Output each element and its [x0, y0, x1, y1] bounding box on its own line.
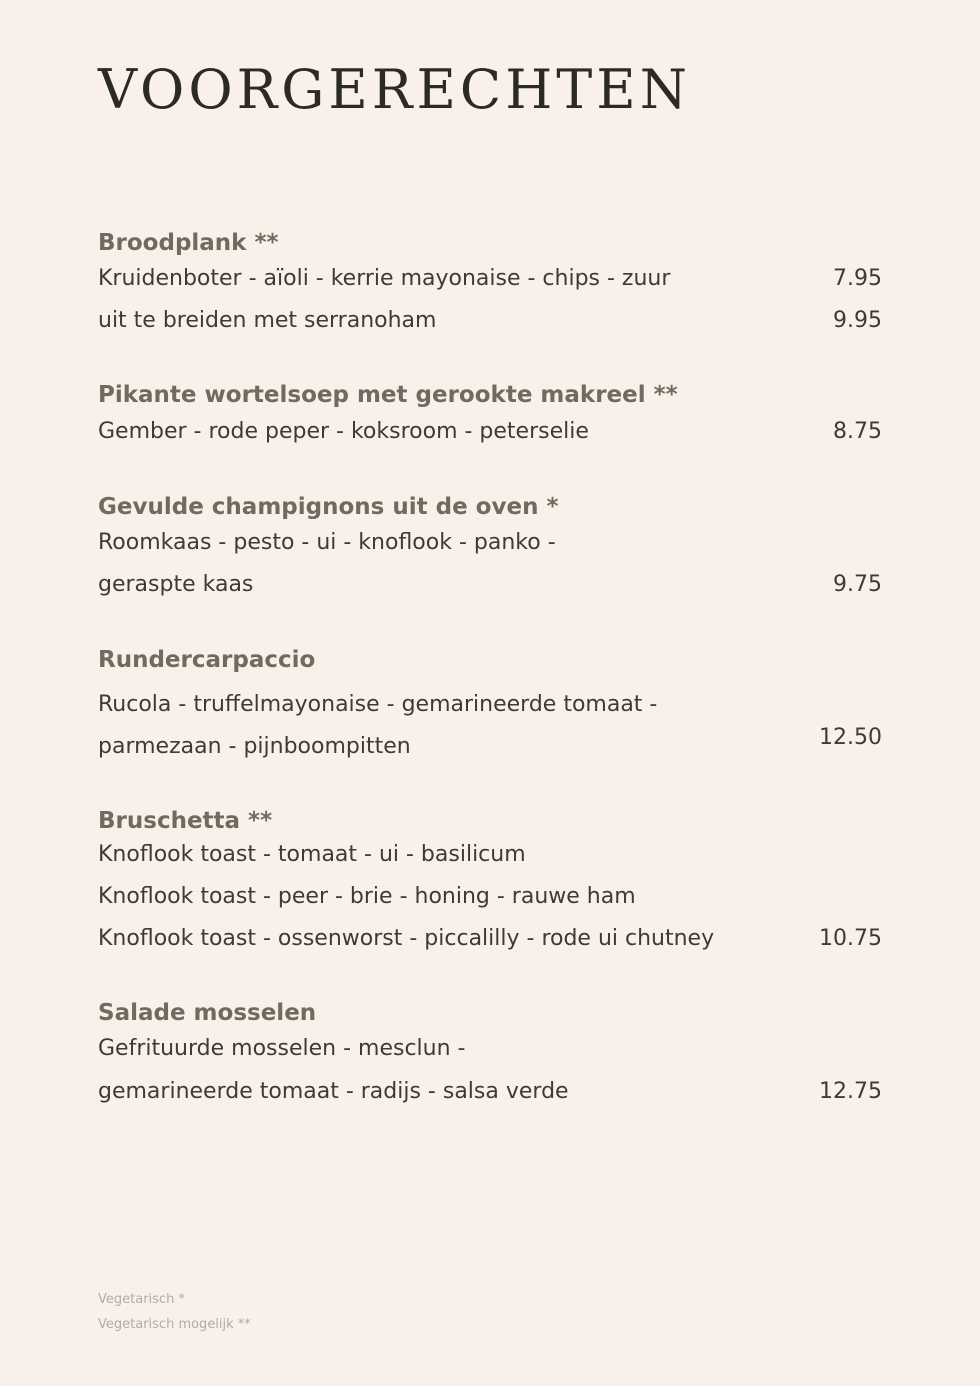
dish-price-extended: 9.95: [833, 308, 882, 333]
legend-vegetarian: Vegetarisch *: [98, 1292, 185, 1307]
dish-description-line: Knoflook toast - tomaat - ui - basilicum: [98, 842, 526, 867]
dish-title: Bruschetta **: [98, 808, 273, 834]
dish-title: Broodplank **: [98, 230, 279, 256]
dish-description-line: Kruidenboter - aïoli - kerrie mayonaise - chips - zuur: [98, 266, 671, 291]
dish-description-line: uit te breiden met serranoham: [98, 308, 437, 333]
dish-title: Pikante wortelsoep met gerookte makreel **: [98, 382, 678, 408]
dish-description-line: geraspte kaas: [98, 572, 254, 597]
dish-price: 8.75: [833, 419, 882, 444]
dish-description-line: parmezaan - pijnboompitten: [98, 734, 411, 759]
dish-title: Rundercarpaccio: [98, 647, 316, 673]
dish-description-line: Knoflook toast - ossenworst - piccalilly - rode ui chutney: [98, 926, 715, 951]
dish-description-line: gemarineerde tomaat - radijs - salsa verde: [98, 1079, 569, 1104]
dish-price: 12.75: [819, 1079, 882, 1104]
dish-price: 12.50: [819, 725, 882, 750]
dish-description-line: Roomkaas - pesto - ui - knoflook - panko -: [98, 530, 556, 555]
page-title: VOORGERECHTEN: [98, 58, 691, 121]
dish-price: 7.95: [833, 266, 882, 291]
dish-description-line: Knoflook toast - peer - brie - honing - rauwe ham: [98, 884, 636, 909]
dish-price: 10.75: [819, 926, 882, 951]
dish-description-line: Gefrituurde mosselen - mesclun -: [98, 1036, 466, 1061]
dish-description-line: Rucola - truffelmayonaise - gemarineerde tomaat -: [98, 692, 658, 717]
dish-description-line: Gember - rode peper - koksroom - peterselie: [98, 419, 589, 444]
dish-title: Salade mosselen: [98, 1000, 317, 1026]
legend-vegetarian-optional: Vegetarisch mogelijk **: [98, 1317, 251, 1332]
dish-price: 9.75: [833, 572, 882, 597]
dish-title: Gevulde champignons uit de oven *: [98, 494, 559, 520]
